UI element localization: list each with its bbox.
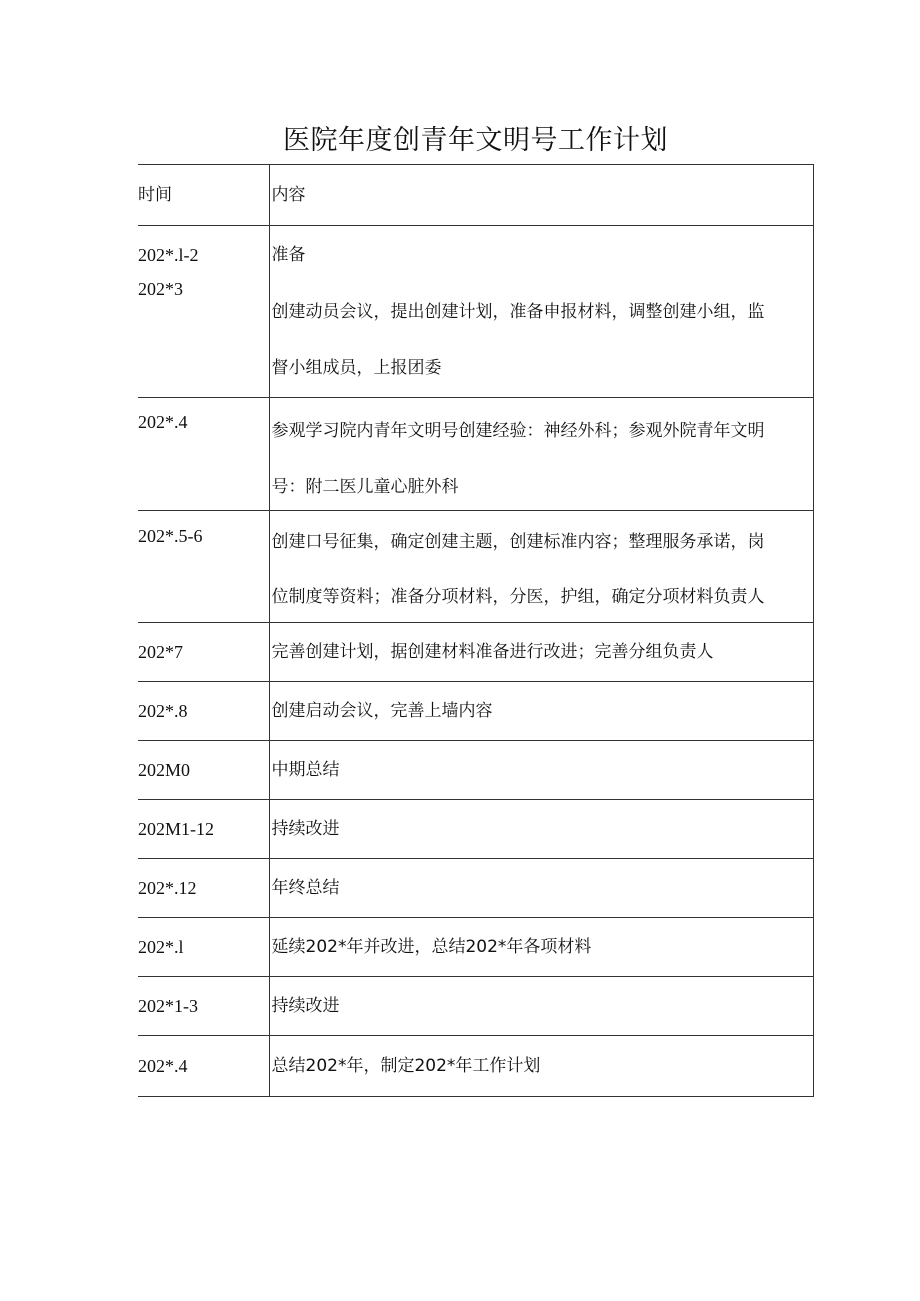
content-cell: 完善创建计划，据创建材料准备进行改进；完善分组负责人 xyxy=(269,623,813,682)
content-cell: 年终总结 xyxy=(269,859,813,918)
time-cell: 202*.l-2 xyxy=(138,245,199,265)
time-cell: 202*.5-6 xyxy=(138,526,203,546)
content-cell: 持续改进 xyxy=(269,977,813,1036)
time-cell: 202M0 xyxy=(138,741,269,800)
page-title: 医院年度创青年文明号工作计划 xyxy=(283,125,668,156)
content-cell: 创建口号征集，确定创建主题，创建标准内容；整理服务承诺，岗 xyxy=(271,532,765,552)
table-row xyxy=(138,398,813,511)
content-cell: 创建启动会议，完善上墙内容 xyxy=(269,682,813,741)
time-cell: 202*.4 xyxy=(138,412,188,432)
content-cell: 总结202*年，制定202*年工作计划 xyxy=(269,1036,813,1097)
table-row xyxy=(138,859,813,918)
content-cell: 创建动员会议，提出创建计划，准备申报材料，调整创建小组，监 xyxy=(271,302,765,322)
table-row xyxy=(138,511,813,623)
time-cell: 202M1-12 xyxy=(138,800,269,859)
table-row xyxy=(138,682,813,741)
table-row xyxy=(138,226,813,398)
content-cell: 延续202*年并改进，总结202*年各项材料 xyxy=(269,918,813,977)
time-cell: 202*7 xyxy=(138,623,269,682)
header-time: 时间 xyxy=(138,165,269,226)
table-row xyxy=(138,1036,813,1097)
table-row xyxy=(138,800,813,859)
time-cell: 202*.12 xyxy=(138,859,269,918)
content-cell: 持续改进 xyxy=(269,800,813,859)
table-row xyxy=(138,977,813,1036)
time-cell: 202*.8 xyxy=(138,682,269,741)
time-cell: 202*.l xyxy=(138,918,269,977)
time-cell: 202*3 xyxy=(138,279,183,299)
time-cell: 202*1-3 xyxy=(138,977,269,1036)
header-content: 内容 xyxy=(269,165,813,226)
content-cell: 参观学习院内青年文明号创建经验：神经外科；参观外院青年文明 xyxy=(271,421,765,441)
content-cell: 督小组成员，上报团委 xyxy=(271,358,442,378)
table-row xyxy=(138,623,813,682)
table-header-row xyxy=(138,165,813,226)
work-plan-table xyxy=(138,164,814,1097)
content-cell: 位制度等资料；准备分项材料，分医，护组，确定分项材料负责人 xyxy=(271,587,765,607)
table-row xyxy=(138,918,813,977)
content-cell: 号：附二医儿童心脏外科 xyxy=(271,477,459,497)
table-row xyxy=(138,741,813,800)
time-cell: 202*.4 xyxy=(138,1036,269,1097)
content-cell: 准备 xyxy=(271,245,306,265)
content-cell: 中期总结 xyxy=(269,741,813,800)
